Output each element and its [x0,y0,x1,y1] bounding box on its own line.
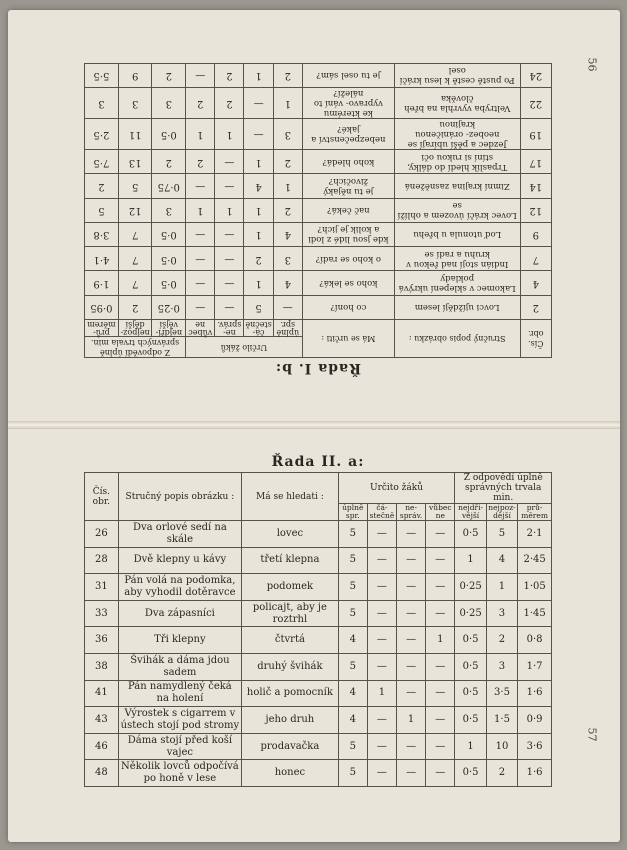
cell-wrong: — [397,547,426,574]
cell-part: — [367,733,396,760]
cell-desc: Dva zápasníci [118,600,241,627]
cell-last: 5 [486,521,517,548]
cell-wrong: — [397,574,426,601]
cell-wrong: — [215,295,244,319]
cell-first: 0·5 [152,222,186,246]
cell-num: 48 [85,760,119,787]
cell-part: — [367,760,396,787]
cell-desc: Výrostek s cigarrem v ústech stojí pod stromy [118,707,241,734]
cell-full: 5 [338,574,367,601]
cell-full: 5 [338,653,367,680]
cell-none: 1 [426,627,455,654]
cell-num: 7 [520,247,551,271]
cell-sought: honec [242,760,339,787]
header-none: vůbec ne [426,504,455,521]
cell-part: 1 [244,271,273,295]
cell-wrong: — [397,760,426,787]
cell-last: 2 [486,760,517,787]
cell-sought: druhý švihák [242,653,339,680]
cell-none: — [186,63,215,87]
table-row [85,174,552,198]
cell-wrong: — [397,627,426,654]
cell-first: 1 [455,547,486,574]
cell-wrong: 1 [397,707,426,734]
cell-first: 0·25 [455,600,486,627]
cell-part: 2 [244,247,273,271]
cell-first: 0·5 [455,521,486,548]
cell-desc: Loď utonula u břehu [394,222,520,246]
cell-wrong: — [397,733,426,760]
cell-desc: Švihák a dáma jdou sadem [118,653,241,680]
cell-full: 5 [338,547,367,574]
table-row [85,271,552,295]
cell-none: — [426,521,455,548]
cell-full: 4 [273,222,302,246]
cell-avg: 1·05 [518,574,552,601]
cell-avg: 3·8 [85,222,119,246]
cell-num: 26 [85,521,119,548]
cell-desc: Lovec kráčí úvozem a ohlíží se [394,198,520,222]
cell-avg: 0·9 [518,707,552,734]
cell-num: 24 [520,63,551,87]
cell-sought: podomek [242,574,339,601]
upper-header-sure: Určilo žáků [186,337,303,358]
cell-full: 2 [273,63,302,87]
cell-num: 4 [520,271,551,295]
cell-wrong: 2 [215,87,244,118]
cell-none: — [186,295,215,319]
cell-num: 17 [520,149,551,173]
cell-wrong: — [397,600,426,627]
cell-none: — [426,707,455,734]
cell-part: 1 [367,680,396,707]
cell-avg: 2·45 [518,547,552,574]
cell-num: 12 [520,198,551,222]
cell-sought: čtvrtá [242,627,339,654]
cell-avg: 3 [85,87,119,118]
table-row [85,547,552,574]
cell-first: 0·5 [152,271,186,295]
cell-sought: nač čeká? [302,198,394,222]
cell-num: 2 [520,295,551,319]
cell-none: — [426,547,455,574]
cell-first: 2 [152,63,186,87]
table-row [85,574,552,601]
cell-avg: 1·6 [518,680,552,707]
cell-part: — [367,547,396,574]
upper-header-none: vůbec ne [186,320,215,337]
lower-table-title: Řada II. a: [271,454,365,470]
cell-sought: nebezpečenství a jaké? [302,118,394,149]
cell-full: 2 [273,149,302,173]
page-number-bottom: 57 [585,727,599,742]
cell-first: 0·25 [455,574,486,601]
upper-header-avg: prů- měrem [85,320,119,337]
cell-full: 4 [338,627,367,654]
cell-num: 22 [520,87,551,118]
upper-header-wrong: ne- správ. [215,320,244,337]
cell-last: 1·5 [486,707,517,734]
cell-wrong: — [215,149,244,173]
cell-part: 4 [244,174,273,198]
cell-last: 7 [118,222,152,246]
cell-first: 0·75 [152,174,186,198]
table-row [85,87,552,118]
cell-part: — [367,521,396,548]
cell-desc: Indián stojí nad řekou v kruhu a radí se [394,247,520,271]
table-row [85,63,552,87]
cell-wrong: — [215,271,244,295]
cell-first: 0·5 [455,653,486,680]
cell-none: 2 [186,87,215,118]
cell-desc: Pán volá na podomka, aby vyhodil dotěravce [118,574,241,601]
cell-full: — [273,295,302,319]
cell-wrong: — [215,222,244,246]
cell-sought: policajt, aby je roztrhl [242,600,339,627]
table-row [85,198,552,222]
cell-desc: Dáma stojí před koší vajec [118,733,241,760]
cell-num: 41 [85,680,119,707]
cell-wrong: — [397,680,426,707]
cell-sought: koho hledá? [302,149,394,173]
header-full: úplně spr. [338,504,367,521]
cell-part: 1 [244,222,273,246]
cell-wrong: — [215,247,244,271]
cell-last: 2 [486,627,517,654]
cell-part: — [367,600,396,627]
upper-table-block [84,42,552,378]
cell-last: 5 [118,174,152,198]
cell-desc: Po pustě cestě k lesu kráčí osel [394,63,520,87]
cell-first: 0·5 [455,707,486,734]
cell-none: — [186,174,215,198]
cell-wrong: — [397,653,426,680]
lower-table-block [84,452,552,785]
cell-wrong: — [215,174,244,198]
upper-header-num: Čís. obr. [520,320,551,358]
upper-header-part: čá- stečně [245,320,272,337]
header-first: nejdři- vější [455,504,486,521]
header-last: nejpoz- dější [486,504,517,521]
cell-last: 12 [118,198,152,222]
cell-none: — [426,680,455,707]
upper-table-body [85,63,552,319]
cell-last: 4 [486,547,517,574]
cell-full: 3 [273,118,302,149]
cell-full: 4 [273,271,302,295]
cell-desc: Trpaslík hledí do dálky, stíní si rukou oči [394,149,520,173]
cell-sought: prodavačka [242,733,339,760]
cell-last: 11 [118,118,152,149]
cell-sought: co honí? [302,295,394,319]
table-row [85,295,552,319]
lower-table [84,472,552,787]
cell-part: 1 [244,149,273,173]
cell-desc: Několik lovců odpočívá po honě v lese [118,760,241,787]
cell-part: 1 [244,198,273,222]
cell-avg: 1·9 [85,271,119,295]
cell-full: 1 [273,87,302,118]
cell-none: 1 [186,198,215,222]
cell-num: 36 [85,627,119,654]
cell-none: — [426,600,455,627]
upper-header-last: nejpoz- dější [118,320,152,337]
cell-desc: Jezdec a pěší ubírají se neobez- oráničenou krajinou [394,118,520,149]
cell-avg: 0·95 [85,295,119,319]
cell-avg: 1·7 [518,653,552,680]
cell-num: 9 [520,222,551,246]
cell-desc: Dvě klepny u kávy [118,547,241,574]
cell-last: 10 [486,733,517,760]
header-part: čá- stečně [367,504,396,521]
cell-none: — [186,247,215,271]
cell-none: — [186,222,215,246]
cell-avg: 1·45 [518,600,552,627]
cell-first: 0·5 [152,247,186,271]
cell-wrong: — [397,521,426,548]
upper-header-time: Z odpovědí úplně správných trvala min. [85,337,186,358]
cell-sought: o koho se radí? [302,247,394,271]
lower-table-body [85,521,552,787]
header-sought: Má se hledati : [242,473,339,521]
cell-sought: třetí klepna [242,547,339,574]
cell-first: 0·5 [455,627,486,654]
cell-part: — [367,707,396,734]
upper-header-sought: Má se určiti : [302,320,394,358]
table-row [85,680,552,707]
cell-none: — [426,653,455,680]
cell-none: — [426,760,455,787]
cell-last: 7 [118,247,152,271]
table-row [85,760,552,787]
cell-wrong: 1 [215,118,244,149]
cell-full: 5 [338,600,367,627]
cell-sought: koho se leká? [302,271,394,295]
cell-desc: Zimní krajina zasněžená [394,174,520,198]
cell-part: — [244,118,273,149]
cell-full: 5 [338,733,367,760]
cell-avg: 2·5 [85,118,119,149]
cell-desc: Lovci ujíždějí lesem [394,295,520,319]
table-row [85,733,552,760]
cell-full: 5 [338,760,367,787]
cell-sought: ke kterému vypravo- vání to náleží? [302,87,394,118]
cell-desc: Lakomec v sklepení ukrývá poklady [394,271,520,295]
cell-desc: Tři klepny [118,627,241,654]
cell-num: 28 [85,547,119,574]
cell-part: — [367,653,396,680]
header-sure: Určito žáků [338,473,455,504]
cell-first: 0·5 [152,118,186,149]
cell-last: 7 [118,271,152,295]
cell-last: 9 [118,63,152,87]
table-row [85,222,552,246]
upper-header-desc: Stručný popis obrázku : [394,320,520,358]
upper-header-full: úplně spr. [273,320,302,337]
cell-desc: Pán namydlený čeká na holení [118,680,241,707]
header-avg: prů- měrem [518,504,552,521]
cell-first: 0·25 [152,295,186,319]
cell-avg: 7·5 [85,149,119,173]
cell-full: 4 [338,680,367,707]
cell-part: 5 [244,295,273,319]
table-row [85,627,552,654]
cell-part: — [244,87,273,118]
page-number-top: 56 [585,57,599,72]
upper-header-first: nejdři- vější [152,320,186,337]
cell-avg: 5 [85,198,119,222]
table-row [85,247,552,271]
cell-sought: holič a pomocník [242,680,339,707]
cell-num: 14 [520,174,551,198]
cell-full: 5 [338,521,367,548]
cell-sought: lovec [242,521,339,548]
cell-avg: 4·1 [85,247,119,271]
cell-none: 2 [186,149,215,173]
cell-none: — [426,733,455,760]
cell-sought: jeho druh [242,707,339,734]
header-desc: Stručný popis obrázku : [118,473,241,521]
cell-last: 3 [486,653,517,680]
cell-last: 3 [486,600,517,627]
cell-first: 1 [455,733,486,760]
cell-none: — [426,574,455,601]
cell-avg: 2·1 [518,521,552,548]
cell-none: 1 [186,118,215,149]
cell-last: 3 [118,87,152,118]
header-time: Z odpovědí úplně správných trvala min. [455,473,552,504]
cell-avg: 2 [85,174,119,198]
cell-avg: 3·6 [518,733,552,760]
cell-first: 0·5 [455,680,486,707]
cell-last: 3·5 [486,680,517,707]
header-num: Čís. obr. [85,473,119,521]
cell-avg: 1·6 [518,760,552,787]
book-gutter [8,421,620,429]
header-wrong: ne- správ. [397,504,426,521]
cell-wrong: 1 [215,198,244,222]
upper-table-title: Řada I. b: [275,360,362,376]
table-row [85,118,552,149]
cell-num: 31 [85,574,119,601]
cell-none: — [186,271,215,295]
table-row [85,521,552,548]
cell-first: 3 [152,198,186,222]
cell-first: 3 [152,87,186,118]
cell-desc: Veltryba vyvrhla na břeh člověka [394,87,520,118]
cell-part: — [367,627,396,654]
cell-part: — [367,574,396,601]
cell-full: 3 [273,247,302,271]
cell-last: 2 [118,295,152,319]
cell-sought: je tu nějaký živočich? [302,174,394,198]
cell-full: 4 [338,707,367,734]
upper-table [84,63,552,358]
cell-sought: kde jsou lidé z lodi a kolik je jich? [302,222,394,246]
cell-num: 33 [85,600,119,627]
cell-full: 1 [273,174,302,198]
cell-last: 13 [118,149,152,173]
cell-part: 1 [244,63,273,87]
table-row [85,600,552,627]
cell-wrong: 2 [215,63,244,87]
cell-num: 43 [85,707,119,734]
cell-last: 1 [486,574,517,601]
cell-desc: Dva orlové sedí na skále [118,521,241,548]
cell-num: 46 [85,733,119,760]
cell-avg: 5·5 [85,63,119,87]
table-row [85,149,552,173]
cell-avg: 0·8 [518,627,552,654]
cell-first: 0·5 [455,760,486,787]
cell-num: 19 [520,118,551,149]
table-row [85,707,552,734]
cell-sought: je tu osel sám? [302,63,394,87]
cell-num: 38 [85,653,119,680]
cell-first: 2 [152,149,186,173]
cell-full: 2 [273,198,302,222]
table-row [85,653,552,680]
